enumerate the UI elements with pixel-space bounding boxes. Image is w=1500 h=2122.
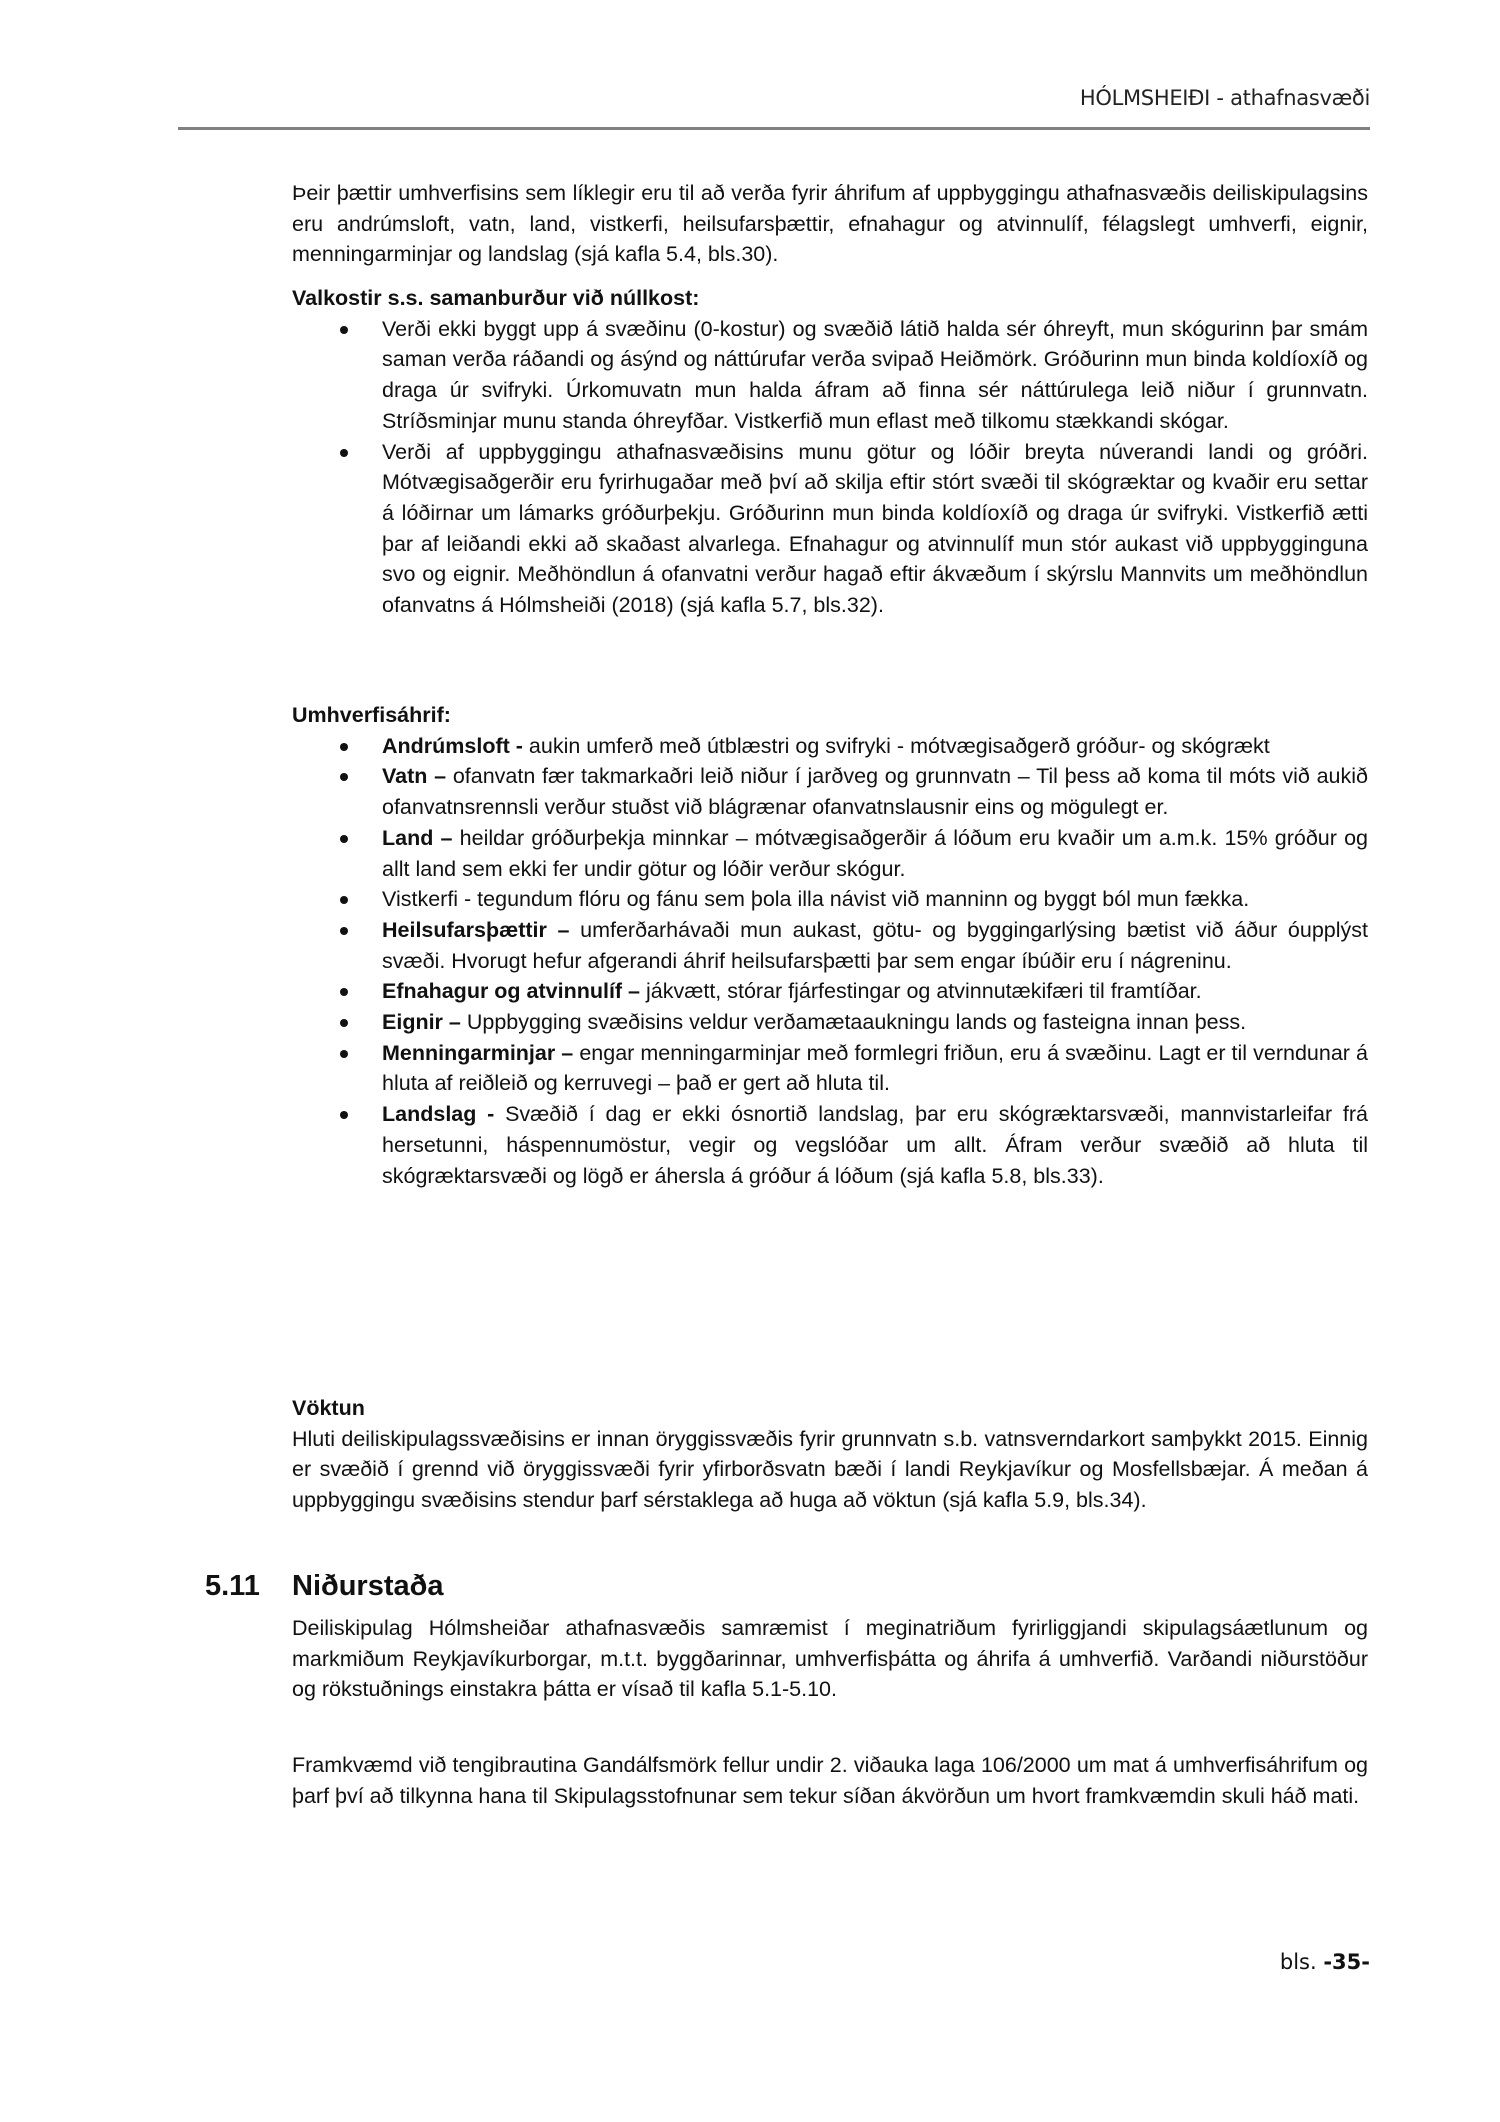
list-item [292,976,1368,1007]
list-item-term: Landslag - [382,1102,495,1127]
list-item [292,884,1368,915]
bullet-icon [340,927,348,935]
section-heading [205,1570,443,1603]
running-header: HÓLMSHEIÐI - athafnasvæði [1079,86,1370,110]
section-number: 5.11 [205,1570,260,1602]
list-item-term: Heilsufarsþættir – [382,917,570,942]
valkostir-section [292,283,1368,621]
list-item [292,314,1368,437]
valkostir-list [292,314,1368,621]
bullet-icon [340,743,348,751]
bullet-icon [340,1019,348,1027]
voktun-heading: Vöktun [292,1396,365,1420]
list-item-term: Eignir – [382,1010,461,1035]
list-item-term: Land – [382,825,453,850]
list-item-term: Menningarminjar – [382,1040,574,1065]
bullet-icon [340,835,348,843]
header-rule [178,127,1370,130]
list-item [292,1099,1368,1191]
bullet-icon [340,896,348,904]
list-item-term: Andrúmsloft - [382,733,523,758]
conclusion-paragraph-1 [292,1613,1368,1705]
list-item-text: umferðarhávaði mun aukast, götu- og byggingarlýsing bætist við áður óupplýst svæði. Hvorugt hefur afgerandi áhrif heilsufarsþætti þar sem engar íbúðir eru í nágreninu. [382,917,1368,973]
list-item [292,731,1368,762]
list-item-text: aukin umferð með útblæstri og svifryki - mótvægisaðgerð gróður- og skógrækt [522,733,1270,758]
voktun-section [292,1393,1368,1516]
bullet-icon [340,449,348,457]
intro-paragraph [292,178,1368,270]
list-item-term: Efnahagur og atvinnulíf – [382,979,641,1004]
conclusion-paragraph-2 [292,1750,1368,1811]
list-item [292,761,1368,822]
list-item [292,915,1368,976]
page-prefix: bls. [1279,1950,1324,1974]
list-item-text: jákvætt, stórar fjárfestingar og atvinnutækifæri til framtíðar. [640,979,1202,1004]
umhverfisahrif-heading: Umhverfisáhrif: [292,703,451,727]
intro-text: Þeir þættir umhverfisins sem líklegir eru til að verða fyrir áhrifum af uppbyggingu athafnasvæðis deiliskipulagsins eru andrúmsloft, vatn, land, vistkerfi, heilsufarsþættir, efnahagur og atvinnulíf, félagslegt umhverfi, eignir, menningarminjar og landslag (sjá kafla 5.4, bls.30). [292,181,1368,267]
umhverfisahrif-list [292,731,1368,1192]
list-item-text: ofanvatn fær takmarkaðri leið niður í jarðveg og grunnvatn – Til þess að koma til móts við aukið ofanvatnsrennsli verður stuðst við blágrænar ofanvatnslausnir eins og mögulegt er. [382,764,1368,820]
list-item-text: heildar gróðurþekja minnkar – mótvægisaðgerðir á lóðum eru kvaðir um a.m.k. 15% gróður og allt land sem ekki fer undir götur og lóðir verður skógur. [382,825,1368,881]
list-item-text: engar menningarminjar með formlegri friðun, eru á svæðinu. Lagt er til verndunar á hluta af reiðleið og kerruvegi – það er gert að hluta til. [382,1040,1368,1096]
bullet-icon [340,1050,348,1058]
list-item [292,1007,1368,1038]
list-item-term: Vatn – [382,764,447,789]
list-item-text: Verði af uppbyggingu athafnasvæðisins munu götur og lóðir breyta núverandi landi og gróðri. Mótvægisaðgerðir eru fyrirhugaðar með því að skilja eftir stórt svæði til skógræktar og kvaðir eru settar á lóðirnar um lámarks gróðurþekju. Gróðurinn mun binda koldíoxíð og draga úr svifryki. Vistkerfið ætti þar af leiðandi ekki að skaðast alvarlega. Efnahagur og atvinnulíf mun stór aukast við uppbygginguna svo og eignir. Meðhöndlun á ofanvatni verður hagað eftir ákvæðum í skýrslu Mannvits um meðhöndlun ofanvatns á Hólmsheiði (2018) (sjá kafla 5.7, bls.32). [382,439,1368,618]
list-item-text: Uppbygging svæðisins veldur verðamætaaukningu lands og fasteigna innan þess. [460,1010,1247,1035]
bullet-icon [340,326,348,334]
voktun-text: Hluti deiliskipulagssvæðisins er innan öryggissvæðis fyrir grunnvatn s.b. vatnsverndarkort samþykkt 2015. Einnig er svæðið í grennd við öryggissvæði fyrir yfirborðsvatn bæði í landi Reykjavíkur og Mosfellsbæjar. Á meðan á uppbyggingu svæðisins stendur þarf sérstaklega að huga að vöktun (sjá kafla 5.9, bls.34). [292,1426,1368,1513]
page-number-value: -35- [1323,1950,1370,1974]
list-item [292,437,1368,621]
list-item-text: Svæðið í dag er ekki ósnortið landslag, þar eru skógræktarsvæði, mannvistarleifar frá hersetunni, háspennumöstur, vegir og vegslóðar um allt. Áfram verður svæðið að hluta til skógræktarsvæði og lögð er áhersla á gróður á lóðum (sjá kafla 5.8, bls.33). [382,1102,1369,1188]
paragraph-text: Deiliskipulag Hólmsheiðar athafnasvæðis samræmist í meginatriðum fyrirliggjandi skipulagsáætlunum og markmiðum Reykjavíkurborgar, m.t.t. byggðarinnar, umhverfisþátta og áhrifa á umhverfið. Varðandi niðurstöður og rökstuðnings einstakra þátta er vísað til kafla 5.1-5.10. [292,1616,1368,1702]
bullet-icon [340,773,348,781]
list-item-text: Vistkerfi - tegundum flóru og fánu sem þola illa návist við manninn og byggt ból mun fækka. [382,887,1250,912]
section-title: Niðurstaða [292,1570,444,1602]
list-item [292,823,1368,884]
umhverfisahrif-section [292,700,1368,1191]
list-item-text: Verði ekki byggt upp á svæðinu (0-kostur) og svæðið látið halda sér óhreyft, mun skógurinn þar smám saman verða ráðandi og ásýnd og náttúrufar verða svipað Heiðmörk. Gróðurinn mun binda koldíoxíð og draga úr svifryki. Úrkomuvatn mun halda áfram að finna sér náttúrulega leið niður í grunnvatn. Stríðsminjar munu standa óhreyfðar. Vistkerfið mun eflast með tilkomu stækkandi skógar. [382,316,1368,433]
page-number [1280,1950,1370,1974]
list-item [292,1038,1368,1099]
bullet-icon [340,988,348,996]
bullet-icon [340,1111,348,1119]
valkostir-heading: Valkostir s.s. samanburður við núllkost: [292,286,700,310]
paragraph-text: Framkvæmd við tengibrautina Gandálfsmörk fellur undir 2. viðauka laga 106/2000 um mat á umhverfisáhrifum og þarf því að tilkynna hana til Skipulagsstofnunar sem tekur síðan ákvörðun um hvort framkvæmdin skuli háð mati. [292,1753,1368,1808]
